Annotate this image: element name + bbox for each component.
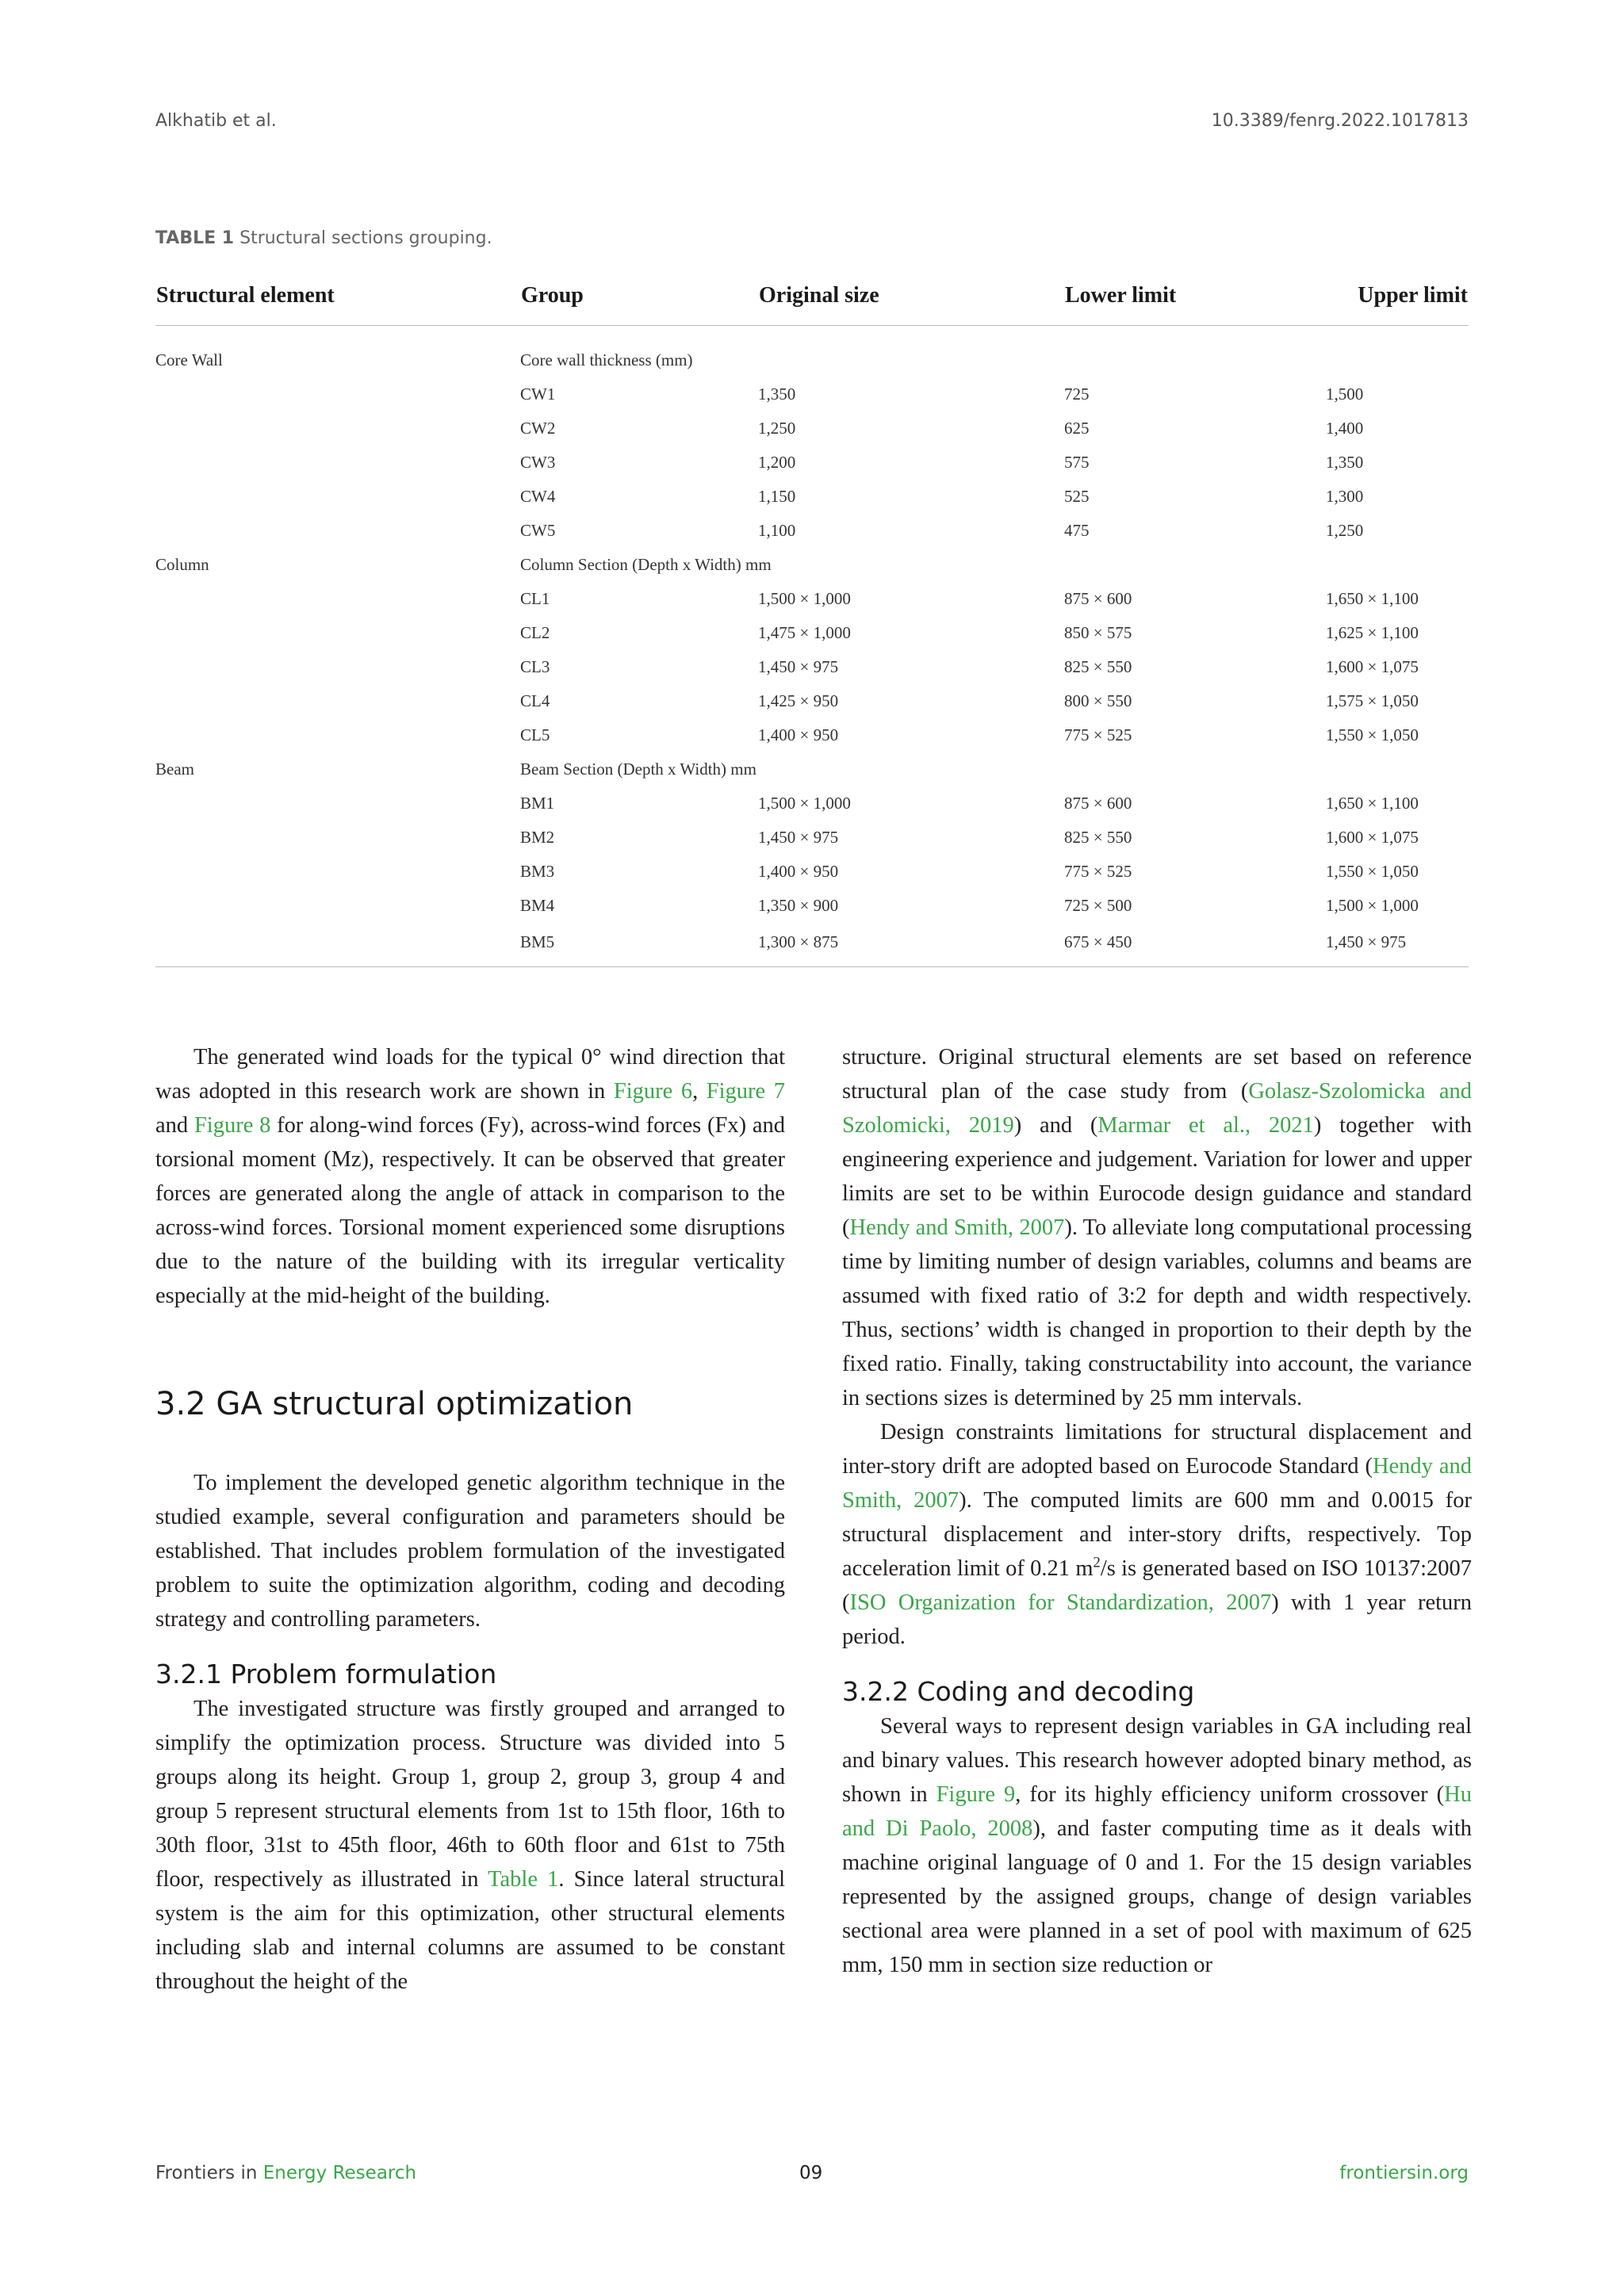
upper-limit-cell: 1,600 × 1,075 [1326,657,1419,676]
upper-limit-cell: 1,500 × 1,000 [1326,896,1419,915]
group-subtitle-cell: Core wall thickness (mm) [520,350,693,369]
paragraph: To implement the developed genetic algorithm technique in the studied example, several configuration and parameters should be established. That includes problem formulation of the investigated problem to suite the optimization algorithm, coding and decoding strategy and controlling parameters. [155,1471,785,1632]
upper-limit-cell: 1,250 [1326,521,1364,540]
table-caption [155,228,492,248]
column-header: Upper limit [1326,266,1469,326]
lower-limit-cell: 775 × 525 [1064,725,1132,744]
lower-limit-cell: 725 [1064,385,1090,404]
group-cell: BM5 [520,923,758,967]
upper-limit-cell: 1,600 × 1,075 [1326,828,1419,847]
paragraph-text: , [692,1079,707,1104]
citation-link[interactable]: Golasz-Szolomicka and Szolomicki, 2019 [842,1079,1472,1138]
table-row [155,718,1469,752]
table-group-row [155,752,1469,786]
lower-limit-cell: 475 [1064,521,1090,540]
table-row [155,446,1469,480]
table-row [155,411,1469,446]
running-header-authors: Alkhatib et al. [155,111,277,131]
table-row [155,786,1469,821]
paragraph-text: ) and ( [1013,1113,1098,1138]
lower-limit-cell: 775 × 525 [1064,862,1132,881]
lower-limit-cell: 725 × 500 [1064,896,1132,915]
table-row [155,480,1469,514]
figure-link[interactable]: Figure 6 [613,1079,693,1104]
original-size-cell: 1,450 × 975 [758,828,839,847]
upper-limit-cell: 1,625 × 1,100 [1326,623,1419,642]
lower-limit-cell: 525 [1064,487,1090,506]
group-cell: BM2 [520,828,555,847]
left-text-column [155,1040,785,1999]
column-header: Group [520,266,758,326]
citation-link[interactable]: Hendy and Smith, 2007 [849,1215,1065,1240]
column-header: Structural element [155,266,520,326]
figure-link[interactable]: Figure 8 [193,1113,271,1138]
group-cell: CW3 [520,453,556,472]
original-size-cell: 1,350 × 900 [758,896,839,915]
paragraph-text: /s is generated based on ISO 10137:2007 ( [842,1556,1472,1615]
table-row [155,889,1469,923]
group-cell: CW1 [520,385,556,404]
footer-journal-prefix: Frontiers in [155,2163,263,2183]
table-caption-label: TABLE 1 [155,228,235,248]
superscript: 2 [1093,1554,1101,1571]
original-size-cell: 1,500 × 1,000 [758,794,851,813]
group-cell: CL3 [520,657,550,676]
right-text-column [842,1040,1472,1982]
lower-limit-cell: 675 × 450 [1064,923,1326,967]
figure-link[interactable]: Figure 7 [706,1079,786,1104]
original-size-cell: 1,425 × 950 [758,691,839,710]
section-heading: 3.2 GA structural optimization [155,1386,634,1422]
group-subtitle-cell: Beam Section (Depth x Width) mm [520,760,756,779]
table-caption-text: Structural sections grouping. [234,228,492,248]
upper-limit-cell: 1,450 × 975 [1326,923,1469,967]
paragraph-text: , for its highly efficiency uniform crossover ( [1015,1782,1445,1807]
paragraph-text: Several ways to represent design variables in GA including real and binary values. This research however adopted binary method, as shown in [842,1714,1472,1807]
lower-limit-cell: 825 × 550 [1064,828,1132,847]
original-size-cell: 1,250 [758,419,796,438]
footer-journal [155,2163,416,2183]
table-row [155,377,1469,411]
upper-limit-cell: 1,400 [1326,419,1364,438]
lower-limit-cell: 875 × 600 [1064,794,1132,813]
upper-limit-cell: 1,550 × 1,050 [1326,862,1419,881]
original-size-cell: 1,150 [758,487,796,506]
table-row [155,616,1469,650]
original-size-cell: 1,300 × 875 [758,923,1064,967]
original-size-cell: 1,350 [758,385,796,404]
table-row [155,514,1469,548]
lower-limit-cell: 850 × 575 [1064,623,1132,642]
paragraph-text: ) together with engineering experience and judgement. Variation for lower and upper limits are set to be within Eurocode design guidance and standard ( [842,1113,1473,1240]
paragraph-text: and [155,1113,194,1138]
subsection-heading: 3.2.2 Coding and decoding [842,1676,1195,1707]
original-size-cell: 1,475 × 1,000 [758,623,851,642]
citation-link[interactable]: ISO Organization for Standardization, 2007 [849,1590,1272,1615]
original-size-cell: 1,400 × 950 [758,725,839,744]
table-row [155,923,1469,967]
upper-limit-cell: 1,500 [1326,385,1364,404]
group-cell: BM3 [520,862,555,881]
table-row [155,855,1469,889]
lower-limit-cell: 625 [1064,419,1090,438]
original-size-cell: 1,400 × 950 [758,862,839,881]
citation-link[interactable]: Marmar et al., 2021 [1097,1113,1314,1138]
table-row [155,582,1469,616]
paragraph-text: Design constraints limitations for structural displacement and inter-story drift are adopted based on Eurocode Standard ( [842,1420,1472,1479]
paragraph-text: structure. Original structural elements are set based on reference structural plan of the case study from ( [842,1045,1472,1104]
figure-link[interactable]: Figure 9 [936,1782,1016,1807]
lower-limit-cell: 575 [1064,453,1090,472]
structural-element-cell: Beam [155,760,194,779]
table-link[interactable]: Table 1 [488,1867,559,1892]
table-header-row [155,266,1469,326]
paragraph-text: The investigated structure was firstly grouped and arranged to simplify the optimization process. Structure was divided into 5 groups along its height. Group 1, group 2, group 3, group 4 and group 5 represent structural elements from 1st to 15th floor, 16th to 30th floor, 31st to 45th floor, 46th to 60th floor and 61st to 75th floor, respectively as illustrated in [155,1697,785,1892]
paragraph-text: for along-wind forces (Fy), across-wind forces (Fx) and torsional moment (Mz), respectively. It can be observed that greater forces are generated along the angle of attack in comparison to the across-wind forces. Torsional moment experienced some disruptions due to the nature of the building with its irregular verticality especially at the mid-height of the building. [155,1113,785,1308]
group-cell: CW4 [520,487,556,506]
group-cell: CW2 [520,419,556,438]
paragraph [842,1040,1472,1415]
paragraph [842,1709,1472,1982]
paragraph-text: ) with 1 year return period. [842,1590,1472,1649]
group-cell: CL2 [520,623,550,642]
lower-limit-cell: 800 × 550 [1064,691,1132,710]
column-header: Lower limit [1064,266,1326,326]
journal-link[interactable]: Energy Research [262,2163,417,2183]
group-cell: CL1 [520,589,550,608]
table-group-row [155,548,1469,582]
upper-limit-cell: 1,350 [1326,453,1364,472]
upper-limit-cell: 1,575 × 1,050 [1326,691,1419,710]
table-group-row [155,343,1469,377]
table-row [155,821,1469,855]
paragraph-text: . Since lateral structural system is the aim for this optimization, other structural elements including slab and internal columns are assumed to be constant throughout the height of the [155,1867,785,1994]
original-size-cell: 1,100 [758,521,796,540]
lower-limit-cell: 875 × 600 [1064,589,1132,608]
group-cell: CL4 [520,691,550,710]
column-header: Original size [758,266,1064,326]
upper-limit-cell: 1,300 [1326,487,1364,506]
upper-limit-cell: 1,650 × 1,100 [1326,794,1419,813]
group-cell: BM4 [520,896,555,915]
table-row [155,684,1469,718]
page-number: 09 [799,2163,823,2183]
citation-link[interactable]: Hu and Di Paolo, 2008 [842,1782,1472,1841]
group-cell: CL5 [520,725,550,744]
structural-sections-table [155,266,1469,967]
paragraph-text: ), and faster computing time as it deals with machine original language of 0 and 1. For the 15 design variables represented by the assigned groups, change of design variables sectional area were planned in a set of pool with maximum of 625 mm, 150 mm in section size reduction or [842,1816,1472,1977]
original-size-cell: 1,450 × 975 [758,657,839,676]
structural-element-cell: Core Wall [155,350,223,369]
upper-limit-cell: 1,550 × 1,050 [1326,725,1419,744]
citation-link[interactable]: Hendy and Smith, 2007 [842,1454,1472,1513]
table-row [155,650,1469,684]
group-cell: BM1 [520,794,555,813]
paragraph-text: ). The computed limits are 600 mm and 0.0015 for structural displacement and inter-story drifts, respectively. Top acceleration limit of 0.21 m [842,1488,1472,1581]
paragraph [155,1040,785,1313]
original-size-cell: 1,200 [758,453,796,472]
upper-limit-cell: 1,650 × 1,100 [1326,589,1419,608]
paragraph-text: ). To alleviate long computational processing time by limiting number of design variables, columns and beams are assumed with fixed ratio of 3:2 for depth and width respectively. Thus, sections’ width is changed in proportion to their depth by the fixed ratio. Finally, taking constructability into account, the variance in sections sizes is determined by 25 mm intervals. [842,1215,1472,1410]
group-subtitle-cell: Column Section (Depth x Width) mm [520,555,772,574]
group-cell: CW5 [520,521,556,540]
lower-limit-cell: 825 × 550 [1064,657,1132,676]
paragraph [842,1415,1472,1654]
paragraph [155,1692,785,1999]
running-header-doi: 10.3389/fenrg.2022.1017813 [1211,111,1469,131]
subsection-heading: 3.2.1 Problem formulation [155,1659,497,1689]
site-link[interactable]: frontiersin.org [1339,2163,1469,2183]
paragraph-text: The generated wind loads for the typical 0° wind direction that was adopted in this research work are shown in [155,1045,785,1104]
structural-element-cell: Column [155,555,209,574]
original-size-cell: 1,500 × 1,000 [758,589,851,608]
